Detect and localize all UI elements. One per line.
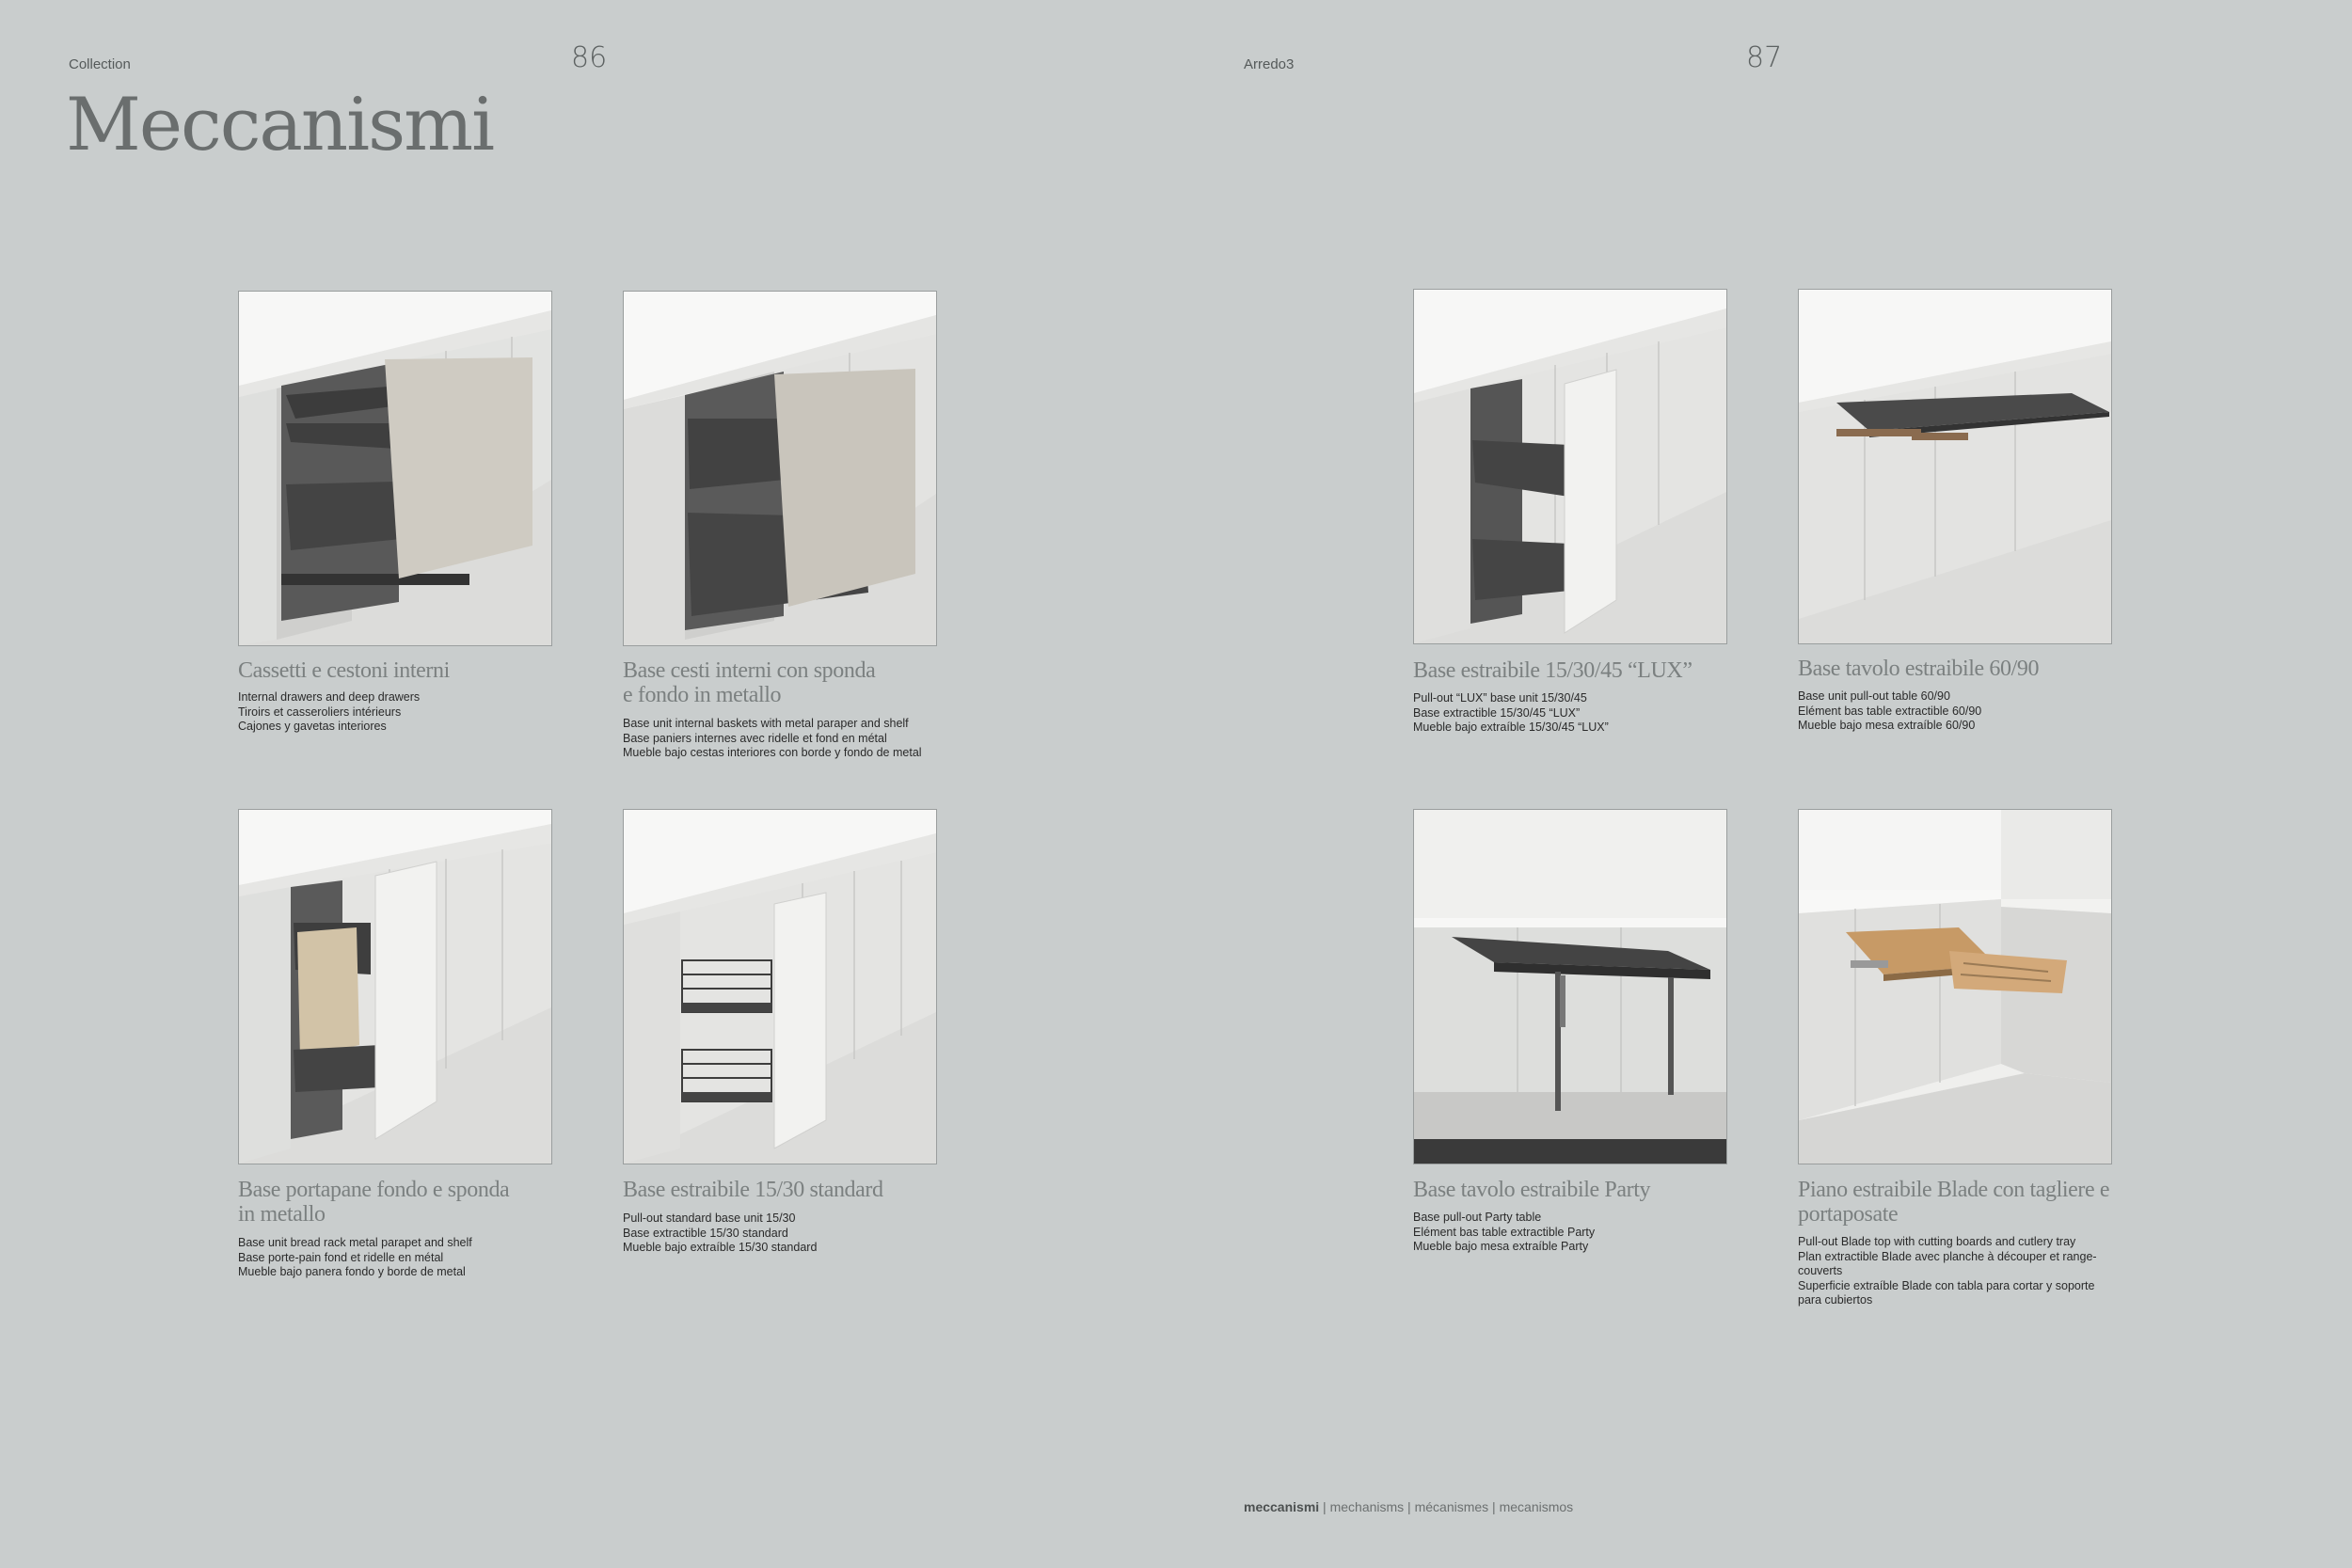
item-description	[1413, 691, 1733, 736]
description-line: Plan extractible Blade avec planche à découper et range-	[1798, 1249, 2097, 1263]
item-title-line: Base estraibile 15/30 standard	[623, 1178, 883, 1202]
item-description	[623, 1212, 943, 1256]
item-title	[623, 1178, 943, 1202]
description-line: Base porte-pain fond et ridelle en métal	[238, 1250, 444, 1264]
item-title-line: portaposate	[1798, 1202, 1899, 1227]
item-title	[1413, 658, 1733, 683]
item-title-line: Base cesti interni con sponda	[623, 658, 876, 683]
description-line: Mueble bajo extraíble 15/30 standard	[623, 1241, 818, 1254]
page-number-right: 87	[1746, 41, 1783, 74]
description-line: Mueble bajo panera fondo y borde de metal	[238, 1265, 466, 1278]
description-line: Mueble bajo cestas interiores con borde y fondo de metal	[623, 746, 922, 759]
item-title-line: Cassetti e cestoni interni	[238, 658, 450, 683]
description-line: Base extractible 15/30/45 “LUX”	[1413, 705, 1581, 720]
description-line: Mueble bajo mesa extraíble Party	[1413, 1240, 1589, 1253]
description-line: Tiroirs et casseroliers intérieurs	[238, 705, 402, 719]
item-title-line: Base portapane fondo e sponda	[238, 1178, 510, 1202]
description-line: Pull-out Blade top with cutting boards and cutlery tray	[1798, 1235, 2076, 1248]
page-number-left: 86	[571, 41, 608, 74]
photo-internal-baskets	[623, 291, 937, 646]
description-line: Cajones y gavetas interiores	[238, 720, 387, 733]
photo-pullout-table	[1798, 289, 2112, 644]
item-description	[623, 717, 943, 761]
item-title-line: Base tavolo estraibile 60/90	[1798, 657, 2040, 681]
photo-party-table	[1413, 809, 1727, 1164]
description-line: Elément bas table extractible Party	[1413, 1225, 1596, 1239]
item-title	[1798, 1178, 2118, 1227]
description-line: para cubiertos	[1798, 1293, 1873, 1307]
item-title-line: Piano estraibile Blade con tagliere e	[1798, 1178, 2110, 1202]
description-line: Base unit internal baskets with metal paraper and shelf	[623, 717, 909, 730]
item-title	[238, 1178, 558, 1227]
description-line: Base paniers internes avec ridelle et fond en métal	[623, 731, 887, 745]
item-title	[1798, 657, 2118, 681]
item-description	[238, 690, 558, 735]
photo-blade-top	[1798, 809, 2112, 1164]
description-line: Pull-out standard base unit 15/30	[623, 1212, 796, 1225]
description-line: couverts	[1798, 1264, 1843, 1277]
description-line: Base pull-out Party table	[1413, 1211, 1542, 1224]
description-line: Elément bas table extractible 60/90	[1798, 704, 1982, 718]
item-title-line: Base estraibile 15/30/45 “LUX”	[1413, 658, 1692, 683]
brand-label: Arredo3	[1244, 56, 1295, 72]
description-line: Mueble bajo extraíble 15/30/45 “LUX”	[1413, 721, 1609, 734]
footer-bold-term: meccanismi	[1244, 1499, 1320, 1514]
item-description	[238, 1236, 558, 1280]
collection-label: Collection	[69, 56, 131, 72]
photo-bread-rack	[238, 809, 552, 1164]
description-line: Superficie extraíble Blade con tabla para cortar y soporte	[1798, 1278, 2095, 1292]
item-description	[1798, 689, 2118, 734]
description-line: Base unit pull-out table 60/90	[1798, 689, 1950, 703]
description-line: Base unit bread rack metal parapet and shelf	[238, 1236, 472, 1249]
item-title	[238, 658, 558, 683]
description-line: Pull-out “LUX” base unit 15/30/45	[1413, 691, 1587, 705]
item-title-line: Base tavolo estraibile Party	[1413, 1178, 1651, 1202]
description-line: Base extractible 15/30 standard	[623, 1226, 788, 1240]
footer-nav	[1244, 1499, 1573, 1514]
photo-internal-drawers	[238, 291, 552, 646]
item-title	[1413, 1178, 1733, 1202]
description-line: Mueble bajo mesa extraíble 60/90	[1798, 719, 1976, 732]
photo-pullout-lux	[1413, 289, 1727, 644]
item-title	[623, 658, 943, 707]
item-description	[1798, 1235, 2118, 1308]
photo-pullout-standard	[623, 809, 937, 1164]
item-title-line: in metallo	[238, 1202, 326, 1227]
description-line: Internal drawers and deep drawers	[238, 690, 421, 704]
footer-translations: | mechanisms | mécanismes | mecanismos	[1319, 1499, 1574, 1514]
page-title: Meccanismi	[66, 83, 494, 167]
item-description	[1413, 1211, 1733, 1255]
item-title-line: e fondo in metallo	[623, 683, 782, 707]
